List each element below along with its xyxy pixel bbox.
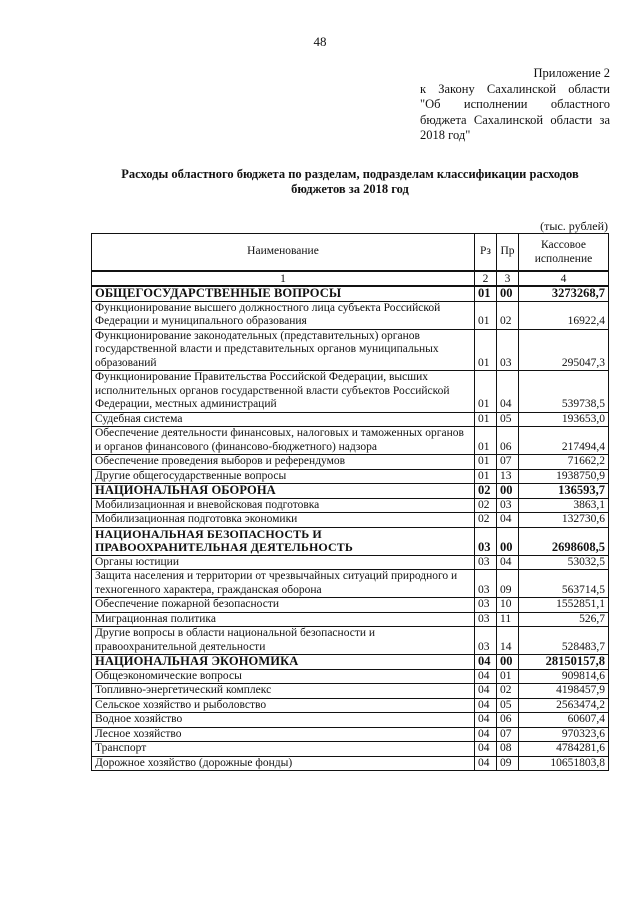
row-pr: 02 bbox=[497, 684, 519, 699]
row-name: Обеспечение пожарной безопасности bbox=[92, 598, 475, 613]
row-value: 3863,1 bbox=[519, 498, 609, 513]
row-pr: 09 bbox=[497, 756, 519, 771]
table-row bbox=[92, 513, 609, 528]
row-pr: 03 bbox=[497, 498, 519, 513]
row-name: Функционирование высшего должностного лица субъекта Российской Федерации и муниципального образования bbox=[92, 301, 475, 329]
row-pr: 02 bbox=[497, 301, 519, 329]
row-pr: 07 bbox=[497, 455, 519, 470]
row-rz: 04 bbox=[475, 655, 497, 670]
table-row bbox=[92, 498, 609, 513]
row-name: Функционирование законодательных (представительных) органов государственной власти и представительных органов муниципальных образований bbox=[92, 329, 475, 371]
row-value: 526,7 bbox=[519, 612, 609, 627]
row-name: Топливно-энергетический комплекс bbox=[92, 684, 475, 699]
table-row bbox=[92, 669, 609, 684]
row-rz: 04 bbox=[475, 669, 497, 684]
row-rz: 04 bbox=[475, 713, 497, 728]
row-name: НАЦИОНАЛЬНАЯ ЭКОНОМИКА bbox=[92, 655, 475, 670]
row-name: Дорожное хозяйство (дорожные фонды) bbox=[92, 756, 475, 771]
row-name: Обеспечение проведения выборов и референдумов bbox=[92, 455, 475, 470]
table-row bbox=[92, 412, 609, 427]
row-name: НАЦИОНАЛЬНАЯ ОБОРОНА bbox=[92, 484, 475, 499]
row-value: 3273268,7 bbox=[519, 286, 609, 301]
table-row bbox=[92, 371, 609, 413]
row-value: 217494,4 bbox=[519, 427, 609, 455]
column-number: 2 bbox=[475, 271, 497, 286]
row-pr: 05 bbox=[497, 412, 519, 427]
row-value: 1552851,1 bbox=[519, 598, 609, 613]
header-rz: Рз bbox=[475, 234, 497, 272]
column-number: 3 bbox=[497, 271, 519, 286]
row-name: Транспорт bbox=[92, 742, 475, 757]
row-value: 4784281,6 bbox=[519, 742, 609, 757]
row-name: Лесное хозяйство bbox=[92, 727, 475, 742]
row-pr: 05 bbox=[497, 698, 519, 713]
row-value: 295047,3 bbox=[519, 329, 609, 371]
row-rz: 01 bbox=[475, 469, 497, 484]
page-number: 48 bbox=[313, 34, 327, 49]
appendix-line: бюджета Сахалинской области за bbox=[420, 112, 610, 127]
row-value: 2698608,5 bbox=[519, 527, 609, 555]
row-rz: 01 bbox=[475, 301, 497, 329]
row-value: 4198457,9 bbox=[519, 684, 609, 699]
row-rz: 02 bbox=[475, 484, 497, 499]
row-pr: 07 bbox=[497, 727, 519, 742]
row-rz: 04 bbox=[475, 756, 497, 771]
row-name: Мобилизационная и вневойсковая подготовка bbox=[92, 498, 475, 513]
header-value bbox=[519, 234, 609, 272]
row-rz: 04 bbox=[475, 698, 497, 713]
row-rz: 03 bbox=[475, 612, 497, 627]
row-value: 909814,6 bbox=[519, 669, 609, 684]
row-value: 53032,5 bbox=[519, 555, 609, 570]
appendix-note bbox=[420, 66, 610, 144]
header-name: Наименование bbox=[92, 234, 475, 272]
row-rz: 03 bbox=[475, 527, 497, 555]
column-number-row bbox=[92, 271, 609, 286]
row-name: Другие вопросы в области национальной безопасности и правоохранительной деятельности bbox=[92, 627, 475, 655]
document-title bbox=[90, 167, 610, 197]
table-row bbox=[92, 570, 609, 598]
row-pr: 00 bbox=[497, 655, 519, 670]
row-pr: 06 bbox=[497, 427, 519, 455]
appendix-line: 2018 год" bbox=[420, 128, 471, 142]
appendix-line: "Об исполнении областного bbox=[420, 97, 610, 111]
row-pr: 00 bbox=[497, 527, 519, 555]
table-row bbox=[92, 329, 609, 371]
row-pr: 08 bbox=[497, 742, 519, 757]
row-pr: 00 bbox=[497, 286, 519, 301]
table-row bbox=[92, 698, 609, 713]
row-value: 60607,4 bbox=[519, 713, 609, 728]
row-pr: 14 bbox=[497, 627, 519, 655]
row-rz: 02 bbox=[475, 513, 497, 528]
table-row bbox=[92, 301, 609, 329]
table-row bbox=[92, 469, 609, 484]
table-row bbox=[92, 598, 609, 613]
row-value: 1938750,9 bbox=[519, 469, 609, 484]
row-value: 132730,6 bbox=[519, 513, 609, 528]
table-row bbox=[92, 756, 609, 771]
table-row bbox=[92, 727, 609, 742]
row-rz: 01 bbox=[475, 412, 497, 427]
row-rz: 01 bbox=[475, 455, 497, 470]
row-name: Другие общегосударственные вопросы bbox=[92, 469, 475, 484]
row-name: Функционирование Правительства Российской Федерации, высших исполнительных органов государственной власти субъектов Российской Федерации, местных администраций bbox=[92, 371, 475, 413]
row-pr: 13 bbox=[497, 469, 519, 484]
row-rz: 01 bbox=[475, 371, 497, 413]
units-label: (тыс. рублей) bbox=[540, 219, 608, 233]
row-rz: 03 bbox=[475, 627, 497, 655]
table-row bbox=[92, 713, 609, 728]
row-pr: 04 bbox=[497, 371, 519, 413]
row-rz: 03 bbox=[475, 570, 497, 598]
column-number: 1 bbox=[92, 271, 475, 286]
table-row bbox=[92, 612, 609, 627]
section-row bbox=[92, 484, 609, 499]
row-rz: 04 bbox=[475, 727, 497, 742]
row-name: Миграционная политика bbox=[92, 612, 475, 627]
row-name: Защита населения и территории от чрезвычайных ситуаций природного и техногенного характера, гражданская оборона bbox=[92, 570, 475, 598]
row-value: 539738,5 bbox=[519, 371, 609, 413]
row-name: Водное хозяйство bbox=[92, 713, 475, 728]
row-pr: 04 bbox=[497, 513, 519, 528]
expenditure-table bbox=[91, 233, 609, 771]
table-row bbox=[92, 455, 609, 470]
row-name: Судебная система bbox=[92, 412, 475, 427]
appendix-line: Приложение 2 bbox=[533, 66, 610, 80]
table-row bbox=[92, 427, 609, 455]
row-value: 28150157,8 bbox=[519, 655, 609, 670]
row-pr: 06 bbox=[497, 713, 519, 728]
row-value: 71662,2 bbox=[519, 455, 609, 470]
header-pr: Пр bbox=[497, 234, 519, 272]
header-value-line: Кассовое bbox=[541, 239, 586, 251]
row-rz: 04 bbox=[475, 742, 497, 757]
table-row bbox=[92, 684, 609, 699]
row-name: Мобилизационная подготовка экономики bbox=[92, 513, 475, 528]
row-pr: 09 bbox=[497, 570, 519, 598]
row-name: Обеспечение деятельности финансовых, налоговых и таможенных органов и органов финансового (финансово-бюджетного) надзора bbox=[92, 427, 475, 455]
row-rz: 03 bbox=[475, 555, 497, 570]
row-rz: 01 bbox=[475, 427, 497, 455]
row-name: ОБЩЕГОСУДАРСТВЕННЫЕ ВОПРОСЫ bbox=[92, 286, 475, 301]
row-value: 970323,6 bbox=[519, 727, 609, 742]
document-title-line: Расходы областного бюджета по разделам, подразделам классификации расходов bbox=[121, 167, 579, 181]
row-pr: 10 bbox=[497, 598, 519, 613]
row-rz: 01 bbox=[475, 286, 497, 301]
row-name: Общеэкономические вопросы bbox=[92, 669, 475, 684]
row-name: НАЦИОНАЛЬНАЯ БЕЗОПАСНОСТЬ И ПРАВООХРАНИТЕЛЬНАЯ ДЕЯТЕЛЬНОСТЬ bbox=[92, 527, 475, 555]
table-header-row bbox=[92, 234, 609, 272]
row-name: Сельское хозяйство и рыболовство bbox=[92, 698, 475, 713]
row-pr: 11 bbox=[497, 612, 519, 627]
row-value: 193653,0 bbox=[519, 412, 609, 427]
header-value-line: исполнение bbox=[534, 253, 593, 265]
row-value: 16922,4 bbox=[519, 301, 609, 329]
row-pr: 01 bbox=[497, 669, 519, 684]
table-row bbox=[92, 555, 609, 570]
row-pr: 00 bbox=[497, 484, 519, 499]
row-rz: 01 bbox=[475, 329, 497, 371]
appendix-line: к Закону Сахалинской области bbox=[420, 81, 610, 96]
section-row bbox=[92, 286, 609, 301]
row-rz: 04 bbox=[475, 684, 497, 699]
row-name: Органы юстиции bbox=[92, 555, 475, 570]
row-value: 10651803,8 bbox=[519, 756, 609, 771]
row-pr: 04 bbox=[497, 555, 519, 570]
row-value: 528483,7 bbox=[519, 627, 609, 655]
document-title-line: бюджетов за 2018 год bbox=[291, 182, 409, 196]
row-pr: 03 bbox=[497, 329, 519, 371]
section-row bbox=[92, 655, 609, 670]
row-value: 2563474,2 bbox=[519, 698, 609, 713]
table-row bbox=[92, 742, 609, 757]
row-rz: 03 bbox=[475, 598, 497, 613]
section-row bbox=[92, 527, 609, 555]
column-number: 4 bbox=[519, 271, 609, 286]
row-value: 136593,7 bbox=[519, 484, 609, 499]
row-value: 563714,5 bbox=[519, 570, 609, 598]
table-row bbox=[92, 627, 609, 655]
row-rz: 02 bbox=[475, 498, 497, 513]
